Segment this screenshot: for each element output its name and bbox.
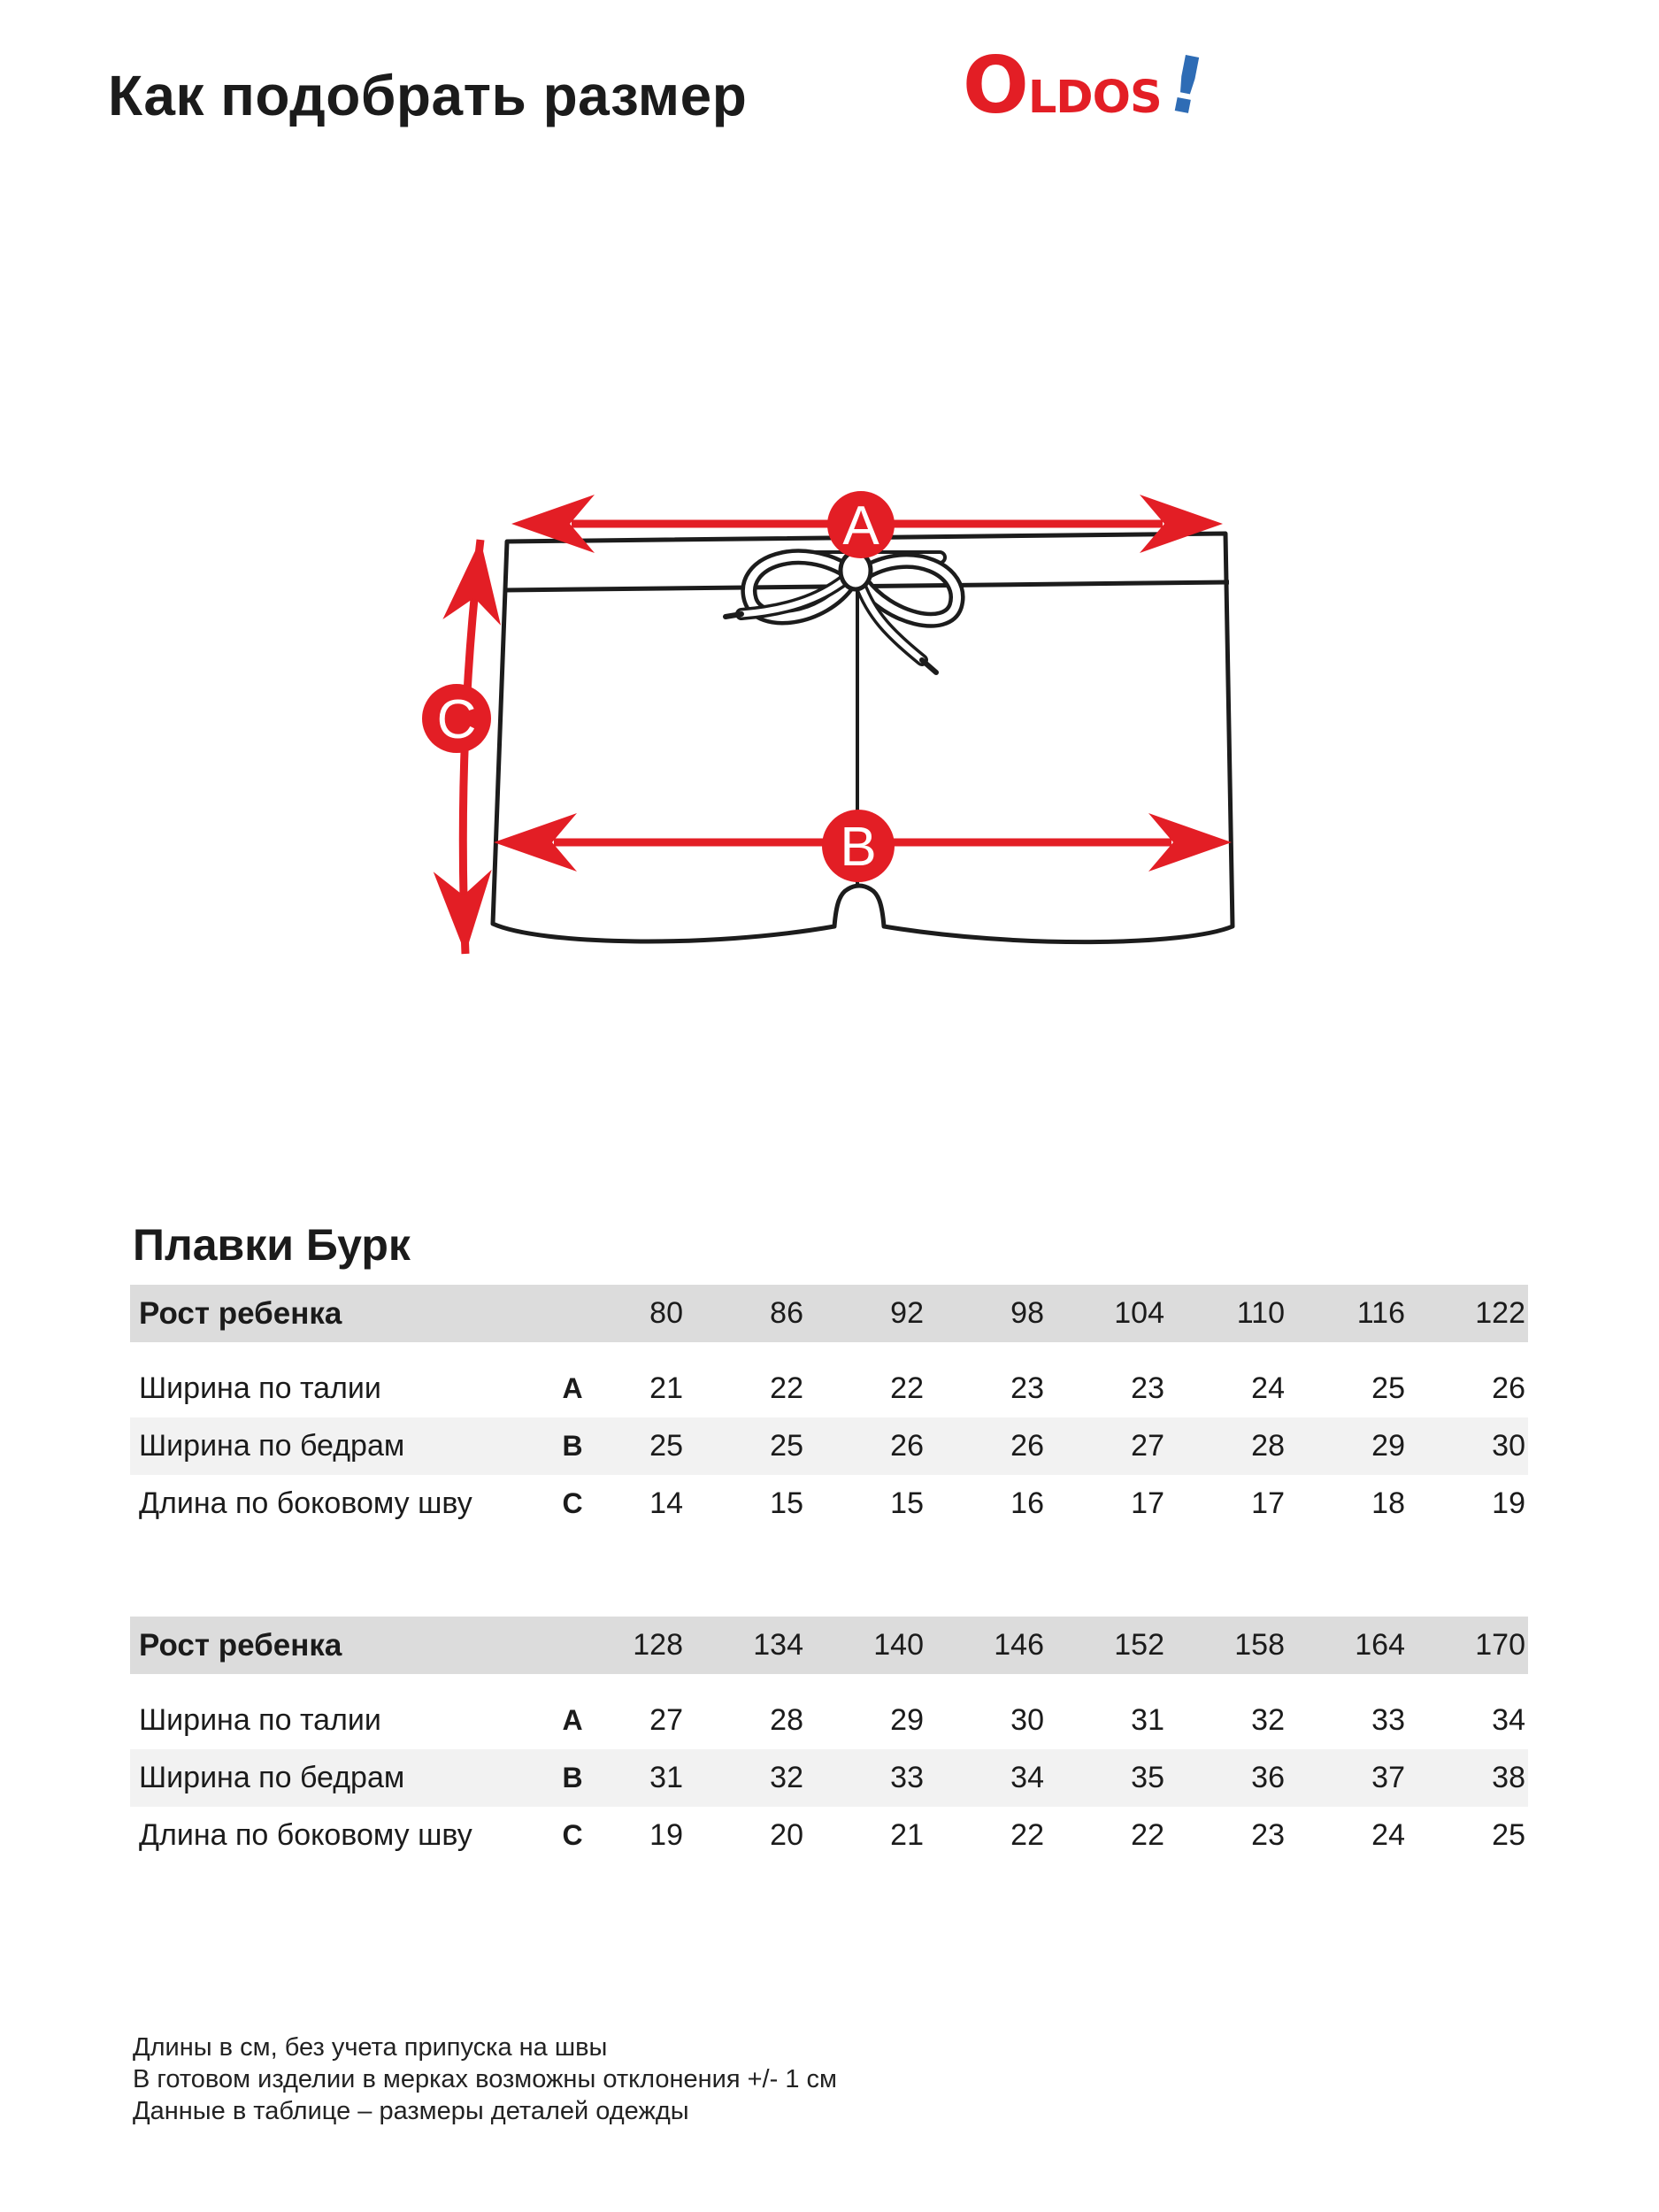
measurement-value: 22 — [1131, 1818, 1164, 1852]
measurement-value: 16 — [1010, 1486, 1044, 1520]
logo-ldos: LDOS — [1027, 72, 1162, 124]
measurement-value: 31 — [1131, 1703, 1164, 1737]
size-header-value: 170 — [1475, 1628, 1525, 1662]
size-header-value: 152 — [1114, 1628, 1164, 1662]
measurement-label: Длина по боковому шву — [139, 1818, 472, 1852]
measurement-value: 19 — [649, 1818, 683, 1852]
measurement-value: 15 — [890, 1486, 924, 1520]
footnote-line: Длины в см, без учета припуска на швы — [133, 2033, 608, 2062]
measurement-value: 15 — [770, 1486, 803, 1520]
measurement-value: 36 — [1251, 1761, 1285, 1794]
measurement-value: 35 — [1131, 1761, 1164, 1794]
measurement-value: 28 — [1251, 1429, 1285, 1463]
logo-letter-o: O — [963, 40, 1027, 131]
measurement-value: 19 — [1492, 1486, 1525, 1520]
measurement-letter: A — [562, 1704, 583, 1736]
size-header-value: 98 — [1010, 1296, 1044, 1330]
measurement-value: 31 — [649, 1761, 683, 1794]
size-table-2 — [130, 1617, 1528, 1864]
oldos-logo — [963, 37, 1213, 134]
size-header-value: 80 — [649, 1296, 683, 1330]
table-header-row — [130, 1285, 1528, 1342]
measurement-row — [130, 1692, 1528, 1749]
measurement-value: 22 — [770, 1371, 803, 1405]
badge-a — [827, 491, 895, 558]
measurement-label: Длина по боковому шву — [139, 1486, 472, 1520]
size-header-value: 122 — [1475, 1296, 1525, 1330]
svg-text:A: A — [842, 495, 879, 557]
product-title: Плавки Бурк — [133, 1220, 411, 1270]
measurement-value: 22 — [1010, 1818, 1044, 1852]
measurement-letter: B — [562, 1762, 583, 1793]
size-header-value: 92 — [890, 1296, 924, 1330]
measurement-value: 25 — [649, 1429, 683, 1463]
size-header-value: 86 — [770, 1296, 803, 1330]
measurement-value: 22 — [890, 1371, 924, 1405]
page-title: Как подобрать размер — [108, 64, 748, 127]
measurement-value: 33 — [1371, 1703, 1405, 1737]
size-header-value: 140 — [873, 1628, 924, 1662]
table-header-label: Рост ребенка — [139, 1295, 342, 1331]
measurement-row — [130, 1749, 1528, 1807]
table-rows — [130, 1692, 1528, 1864]
measurement-value: 26 — [1010, 1429, 1044, 1463]
measurement-value: 38 — [1492, 1761, 1525, 1794]
measurement-label: Ширина по бедрам — [139, 1429, 405, 1463]
measurement-value: 23 — [1131, 1371, 1164, 1405]
measurement-value: 28 — [770, 1703, 803, 1737]
measurement-value: 20 — [770, 1818, 803, 1852]
measurement-value: 24 — [1251, 1371, 1285, 1405]
svg-text:B: B — [840, 817, 877, 878]
measurement-value: 34 — [1492, 1703, 1525, 1737]
measurement-label: Ширина по талии — [139, 1371, 381, 1405]
table-header-row — [130, 1617, 1528, 1674]
table-header-label: Рост ребенка — [139, 1627, 342, 1663]
measurement-letter: A — [562, 1372, 583, 1404]
measurement-value: 32 — [770, 1761, 803, 1794]
measurement-value: 30 — [1492, 1429, 1525, 1463]
size-header-value: 104 — [1114, 1296, 1164, 1330]
size-header-value: 116 — [1356, 1296, 1405, 1330]
measurement-label: Ширина по талии — [139, 1703, 381, 1737]
size-header-value: 134 — [753, 1628, 803, 1662]
measurement-value: 21 — [649, 1371, 683, 1405]
measurement-value: 34 — [1010, 1761, 1044, 1794]
measurement-value: 29 — [1371, 1429, 1405, 1463]
size-table-1 — [130, 1285, 1528, 1532]
size-header-value: 110 — [1236, 1296, 1285, 1330]
measurement-value: 30 — [1010, 1703, 1044, 1737]
measurement-value: 37 — [1371, 1761, 1405, 1794]
measurement-row — [130, 1807, 1528, 1864]
size-header-value: 164 — [1355, 1628, 1405, 1662]
measurement-value: 24 — [1371, 1818, 1405, 1852]
measurement-row — [130, 1417, 1528, 1475]
measurement-value: 27 — [1131, 1429, 1164, 1463]
measurement-value: 25 — [770, 1429, 803, 1463]
measurement-row — [130, 1360, 1528, 1417]
footnote-line: В готовом изделии в мерках возможны отклонения +/- 1 см — [133, 2065, 837, 2093]
measurement-value: 21 — [890, 1818, 924, 1852]
measurement-value: 29 — [890, 1703, 924, 1737]
size-header-value: 146 — [994, 1628, 1044, 1662]
footnote-line: Данные в таблице – размеры деталей одежды — [133, 2097, 689, 2125]
size-header-value: 158 — [1234, 1628, 1285, 1662]
measurement-value: 14 — [649, 1486, 683, 1520]
badge-c — [422, 684, 491, 753]
logo-exclamation: ! — [1160, 37, 1213, 134]
measurement-letter: C — [562, 1487, 583, 1519]
measurement-value: 25 — [1371, 1371, 1405, 1405]
measurement-value: 17 — [1131, 1486, 1164, 1520]
measurement-letter: B — [562, 1430, 583, 1462]
measurement-value: 26 — [1492, 1371, 1525, 1405]
measurement-value: 17 — [1251, 1486, 1285, 1520]
footnotes — [133, 2032, 837, 2127]
badge-b — [822, 810, 895, 882]
size-header-value: 128 — [633, 1628, 683, 1662]
measurement-value: 18 — [1371, 1486, 1405, 1520]
measurement-letter: C — [562, 1819, 583, 1851]
measurement-value: 26 — [890, 1429, 924, 1463]
measurement-value: 25 — [1492, 1818, 1525, 1852]
measurement-value: 23 — [1010, 1371, 1044, 1405]
measurement-value: 33 — [890, 1761, 924, 1794]
table-rows — [130, 1360, 1528, 1532]
measurement-value: 32 — [1251, 1703, 1285, 1737]
svg-text:C: C — [436, 689, 477, 750]
measurement-row — [130, 1475, 1528, 1532]
measurement-value: 23 — [1251, 1818, 1285, 1852]
swim-trunks-measurement-diagram — [420, 478, 1261, 1044]
measurement-label: Ширина по бедрам — [139, 1761, 405, 1794]
measurement-value: 27 — [649, 1703, 683, 1737]
